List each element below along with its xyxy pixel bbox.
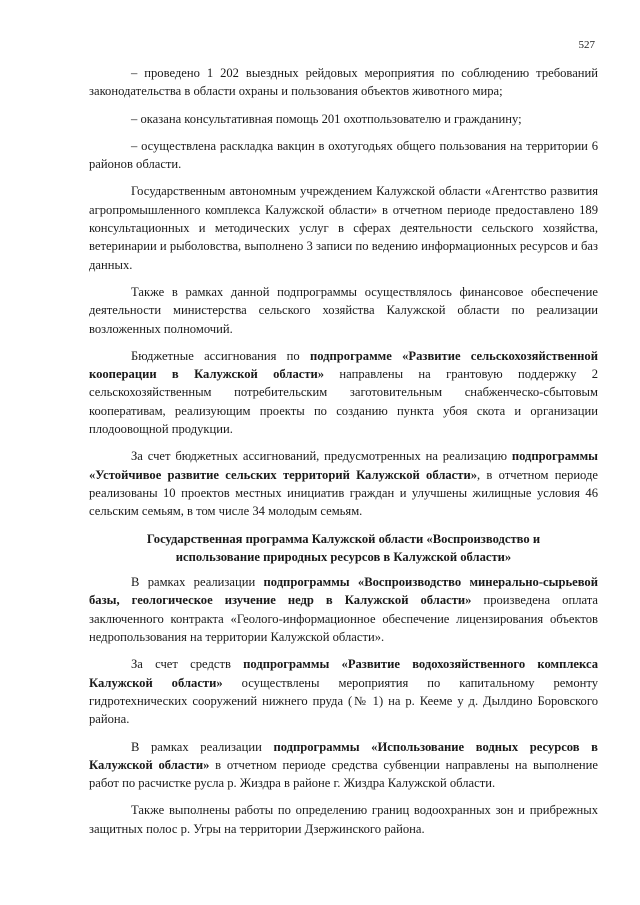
paragraph-text: осуществлены мероприятия по капитальному ремонту гидротехнических сооружений нижнего пруда (№ 1) на р. Кееме у д. Дылдино Боровского района. — [89, 675, 598, 727]
paragraph-text: За счет бюджетных ассигнований, предусмотренных на реализацию — [131, 449, 512, 464]
bold-program-name: подпрограммы «Воспроизводство минерально-сырьевой базы, геологическое изучение недр в Калужской области» — [89, 575, 598, 608]
paragraph-text: Государственным автономным учреждением Калужской области «Агентство развития агропромышленного комплекса Калужской области» в отчетном периоде предоставлено 189 консультационных и методических услуг в сферах деятельности сельского хозяйства, ветеринарии и рыболовства, выполнено 3 записи по ведению информационных ресурсов и баз данных. — [89, 184, 598, 272]
paragraph-text: Также в рамках данной подпрограммы осуществлялось финансовое обеспечение деятельности министерства сельского хозяйства Калужской области по реализации возложенных полномочий. — [89, 284, 598, 336]
paragraph-p10 — [89, 738, 598, 793]
paragraph-p9 — [89, 655, 598, 728]
paragraph-p6 — [89, 347, 598, 438]
paragraph-text: – проведено 1 202 выездных рейдовых мероприятия по соблюдению требований законодательства в области охраны и пользования объектов животного мира; — [89, 66, 598, 99]
paragraph-text: в отчетном периоде средства субвенции направлены на выполнение работ по расчистке русла р. Жиздра в районе г. Жиздра Калужской области. — [89, 757, 599, 791]
paragraph-p2 — [89, 110, 598, 128]
bold-program-name: подпрограммы «Использование водных ресурсов в Калужской области» — [89, 739, 598, 772]
paragraph-p7 — [89, 447, 598, 520]
paragraph-p5 — [89, 283, 598, 338]
bold-program-name: подпрограммы «Устойчивое развитие сельских территорий Калужской области» — [89, 449, 598, 482]
bold-program-name: подпрограммы «Развитие водохозяйственного комплекса Калужской области» — [89, 657, 598, 690]
paragraph-text: Бюджетные ассигнования по — [131, 348, 310, 363]
document-body — [89, 64, 598, 847]
paragraph-p1 — [89, 64, 598, 101]
paragraph-text: В рамках реализации — [131, 739, 274, 754]
paragraph-text: – осуществлена раскладка вакцин в охотугодьях общего пользования на территории 6 районов области. — [89, 138, 598, 172]
paragraph-text: произведена оплата заключенного контракта «Геолого-информационное обеспечение лицензирования объектов недропользования на территории Калужской области». — [89, 593, 598, 645]
paragraph-text: Также выполнены работы по определению границ водоохранных зон и прибрежных защитных полос р. Угры на территории Дзержинского района. — [89, 803, 598, 836]
paragraph-text: , в отчетном периоде реализованы 10 проектов местных инициатив граждан и улучшены жилищные условия 46 сельским семьям, в том числе 34 молодым семьям. — [89, 467, 598, 519]
section-natural-resources — [89, 573, 598, 838]
program-heading: Государственная программа Калужской области «Воспроизводство и использование природных ресурсов в Калужской области» — [146, 531, 541, 564]
paragraph-text: В рамках реализации — [131, 575, 264, 590]
page-number: 527 — [578, 39, 595, 51]
paragraph-p8 — [89, 573, 598, 646]
bold-program-name: подпрограмме «Развитие сельскохозяйственной кооперации в Калужской области» — [89, 348, 598, 382]
paragraph-p4 — [89, 182, 598, 273]
paragraph-text: За счет средств — [131, 657, 244, 672]
paragraph-p3 — [89, 137, 598, 174]
paragraph-text: направлены на грантовую поддержку 2 сельскохозяйственным потребительским заготовительным снабженческо-сбытовым кооперативам, реализующим проекты по созданию пункта убоя скота и организации плодоовощной продукции. — [89, 367, 598, 437]
paragraph-text: – оказана консультативная помощь 201 охотпользователю и гражданину; — [131, 111, 522, 126]
paragraph-p11 — [89, 801, 598, 838]
section-agriculture — [89, 64, 598, 521]
